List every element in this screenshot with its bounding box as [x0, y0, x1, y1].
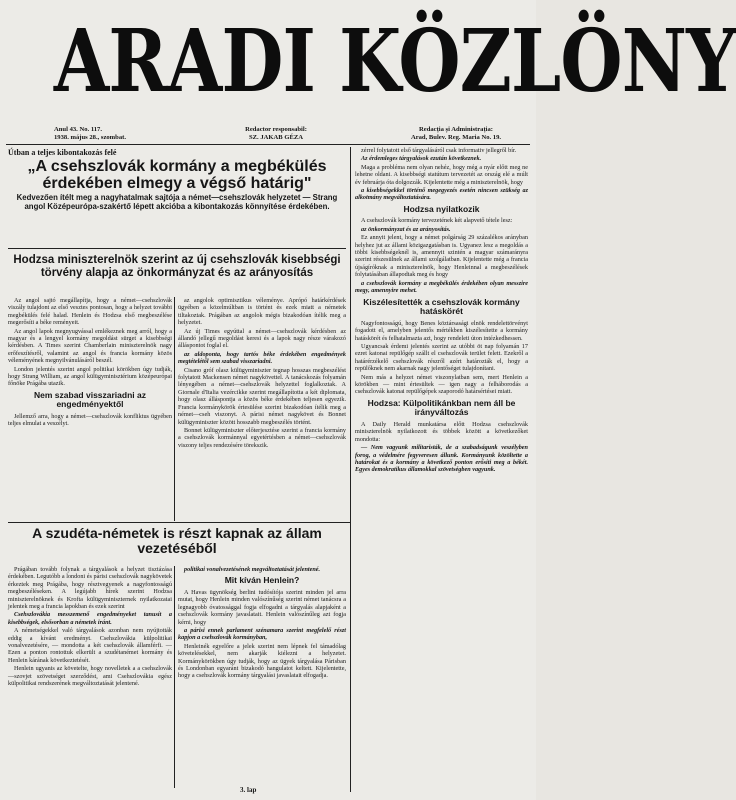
editor-name: SZ. JAKAB GÉZA — [248, 134, 304, 141]
lead-article — [8, 147, 346, 247]
divider — [8, 522, 350, 523]
paragraph: Az angol sajtó megállapítja, hogy a német—csehszlovák viszály tulajdont az első vesztes pontosan, hogy a helyzet további megbékülés felé halad. Henlein és Hodzsa első megbeszélése megerősíti a béke reményeit. — [8, 297, 172, 327]
paragraph: Ez annyit jelent, hogy a német polgárság 29 százalékos arányban helyhez jut az állami közigazgatásban is. Ugyanez lesz a megoldás a többi kisebbségeknél is, amennyit szintén a magyar számarányra szerint részesülnek az állami szolgálatban. Kijelentette még a francia újságíróknak a miniszterelnök, hogy Henleinnal a megbeszélések folytatásában állapodtak meg és hogy — [355, 234, 528, 279]
emphasis-paragraph: az önkormányzat és az arányosítás. — [361, 225, 451, 233]
paragraph: A Daily Herald munkatársa előtt Hodzsa csehszlovák miniszterelnök nyilatkozott és többek között a következőket mondotta: — [355, 420, 528, 443]
editor-info — [221, 126, 331, 142]
bottom-headline: A szudéta-németek is részt kapnak az állam vezetéséből — [32, 525, 322, 556]
issue-date: 1938. május 28., szombat. — [54, 134, 126, 141]
column-rule — [174, 566, 175, 788]
emphasis-paragraph: — Nem vagyunk militaristák, de a szabadságunk veszélyben forog, a védelmére fegyveresen állunk. Kormányunk közöltette a határokat és a kormány a következő ponton erősíti meg a békét. Egyes demokratikus államokkal szövetségben vagyunk. — [355, 444, 528, 474]
issue-number: Anul 43. No. 117. — [54, 126, 102, 133]
page-folio: 3. lap — [240, 786, 257, 794]
paragraph: A Havas ügynökség berlini tudósítója szerint minden jel arra mutat, hogy Henlein minden valószínűség szerint német tanácsra a legnagyobb óvatossággal fogja elfogadni a tárgyalás alapjaként a csehszlovák kormány javaslatait. Henlein valószínűleg azt fogja kérni, hogy — [178, 589, 346, 626]
editor-label: Redactor responsabil: — [245, 126, 307, 133]
lead-deck: Kedvezően ítélt meg a nagyhatalmak sajtója a német—csehszlovák helyzetet — Strang angol Középeurópa-szakértő lépett akcióba a kibontakozás könnyítése érdekében. — [16, 193, 338, 212]
bottom-column-1 — [8, 566, 172, 788]
lead-headline: „A csehszlovák kormány a megbékülés érdekében elmegy a végső határig" — [27, 158, 327, 193]
paragraph: Maga a probléma nem olyan nehéz, hogy még a nyár előtt meg ne lehetne oldani. A kisebbségi statútum tervezetét az ország elé a múlt év februárja óta dolgozzák. Kijelentette még a miniszterelnök, hogy — [355, 163, 528, 186]
paragraph: Ugyancsak érdemi jelentés szerint az utóbbi öt nap folyamán 17 ezret katonai repülőgép szállt el csehszlovák terület felett. Ezekről a határérzékelő csehszlovák részről azért határozták el, hogy a repülőknek nem akarnak nagy jelentőséget tulajdonítani. — [355, 342, 528, 373]
office-address: Arad, Bulev. Reg. Maria No. 19. — [410, 134, 502, 141]
emphasis-paragraph: a csehszlovák kormány a megbékülés érdekében olyan messzire megy, amennyire mehet. — [355, 279, 528, 295]
paragraph: zérrel folytatott első tárgyalásáról csak informativ jellegről bír. — [361, 147, 517, 154]
hodza-column-2 — [178, 297, 346, 521]
column-rule — [174, 297, 175, 521]
emphasis-paragraph: Csehszlovákia messzemenő engedményeket tanusít a kisebbségek, elsősorban a németek iránt. — [8, 611, 172, 626]
masthead-title: ARADI KÖZLÖNY — [53, 11, 736, 112]
paragraph: A németségekkel való tárgyalások azonban nem nyújtották eddig a kívánt eredményt. Csehszlovákia külpolitikai vonalvezetésére, — mondotta a két csehszlovák államférfi. — Ezen a ponton rontottuk elkerült a szudétanémet kormány és Henlein kárának következtetését. — [8, 627, 172, 664]
bottom-column-2 — [178, 566, 346, 788]
bottom-headline-block — [8, 524, 346, 564]
paragraph: Nagyfontosságú, hogy Benes köztársasági elnök rendelettörvényt fogadott el, amelyben jelentős mértékben kiszélesítette a kormány hatáskörét és felhatalmazta azt, hogy rendeleti úton intézkedhessen. — [355, 319, 528, 342]
right-column — [355, 147, 528, 787]
hodza-column-1 — [8, 297, 172, 521]
emphasis-paragraph: politikai vonalvezetésének megváltoztatását jelentené. — [184, 566, 321, 573]
issue-bar — [6, 124, 530, 145]
emphasis-paragraph: a párisi ennek parlament szénamara szerint megfelelő részt kapjon a csehszlovák kormányban, — [178, 627, 346, 642]
emphasis-paragraph: az aldoponta, hogy tartós béke érdekében engedmények megtételétől sem szabad visszariadni. — [178, 350, 346, 366]
paragraph: Henleinék egyelőre a jelek szerint nem lépnek fel támadólag követelésekkel, nem akarják kiélezni a helyzetet. Kormánykörökben úgy tudják, hogy az ügyek tárgyalása Párisban és Londonban egyaránt bizakodó hangulatot keltett. Kijelentette, hogy a csehszlovák kormány tárgyalási javaslatait elfogadja. — [178, 642, 346, 680]
paragraph: Jellemző arra, hogy a német—csehszlovák konfliktus ügyében teljes elmulat a veszélyt. — [8, 413, 172, 428]
divider — [8, 248, 346, 249]
section-title: Hodzsa: Külpolitikánkban nem áll be irányváltozás — [367, 397, 516, 418]
column-rule — [350, 147, 351, 792]
paragraph: az angolok optimisztikus véleménye. Aprópó határkérdések ügyében a közelmúltban is történt és ezek miatt a németek tiltakoztak. Prágában az angolok mégis bizakodóan ítélik meg a helyzetet. — [178, 297, 346, 327]
section-title: Hodzsa nyilatkozik — [403, 203, 480, 214]
paragraph: Henlein ugyanis az követelte, hogy novelletek a a csehszlovák—szovjet szövetséget szerződést, ami Csehszlovákia egész külpolitikai rendszerének megváltoztatását jelentené. — [8, 665, 172, 688]
masthead — [10, 2, 736, 122]
paragraph: London jelentés szerint angol politikai körökben úgy tudják, hogy Strang William, az angol külügyminisztérium középeurópai főnöke Prágába utazik. — [8, 365, 172, 388]
emphasis-paragraph: a kisebbségekkel történő megegyezés esetén nincsen szükség az alkotmány megváltoztatására. — [355, 187, 528, 202]
section-title: Mit kíván Henlein? — [224, 575, 300, 586]
office-label: Redacția și Administrația: — [419, 126, 493, 133]
hodza-headline-block — [8, 251, 346, 295]
paragraph: Az új Times egyúttal a német—csehszlovák kérdésben az állandó jellegű megoldást keresi és a lapok nagy része várakozó álláspontot foglal el. — [178, 327, 346, 350]
paragraph: Nem más a helyzet német viszonylatban sem, mert Henlein a körökben — mint értesültek — igen nagy a felháborodás a csehszlovák katonai repülőgépek szaporodó határsértései miatt. — [355, 373, 528, 396]
paragraph: Bonnet külügyminiszter előterjesztése szerint a francia kormány a csehszlovák kormánnyal egyetértésben a német—csehszlovák viszony teljes rendezésére törekszik. — [178, 426, 346, 449]
office-info — [391, 126, 521, 142]
paragraph: Az angol lapok megnyugvással emlékeznek meg arról, hogy a magyar és a lengyel kormány megoldást sürget a kisebbségi kérdésben. A Times szerint Chamberlain miniszterelnök nagy erőfeszítésről, valamint az angol és francia kormány közös véleményének megnyilvánulásáról beszél. — [8, 327, 172, 365]
emphasis-paragraph: Az érdemleges tárgyalások ezután következnek. — [361, 155, 482, 163]
issue-info — [54, 126, 126, 142]
paragraph: Prágában tovább folynak a tárgyalások a helyzet tisztázása érdekében. Legutóbb a londoni és párisi csehszlovák nagykövetek érkeztek meg Prágába, hogy résztvegyenek a nagyfontosságú megbeszéléseken. A legújabb hírek szerint Hodzsa miniszterelnöknek és Krofta külügyminiszternek nyilatkozatai jelentek meg a francia lapokban és ezek szerint — [8, 566, 172, 611]
lead-kicker: Útban a teljes kibontakozás felé — [8, 148, 117, 157]
hodza-headline: Hodzsa miniszterelnök szerint az új csehszlovák kisebbségi törvény alapja az önkormányzat és az arányosítás — [13, 254, 341, 279]
subheading: Nem szabad visszariadni az engedményektől — [34, 389, 146, 410]
paragraph: Cisano gróf olasz külügyminiszter tegnap hosszas megbeszélést folytatott Mackensen német nagykövettel. A tanácskozás folyamán lényegében a német—csehszlovák helyzettel foglalkoztak. A Giornale d'Italia vezércikke szerint megállapította a két diplomata, hogy olasz álláspontja a közös béke érdekében teljesen egyezik. Francia kormánykörök értesülése szerint bizakodóan ítélik meg a német—cseh viszonyt. A párisi német nagykövet és Bonnet külügyminiszter között hosszabb megbeszélés történt. — [178, 366, 346, 426]
paragraph: A csehszlovák kormány tervezetének két alapvető tétele lesz: — [361, 217, 513, 225]
section-title: Kiszélesítették a csehszlovák kormány hatáskörét — [363, 296, 520, 317]
